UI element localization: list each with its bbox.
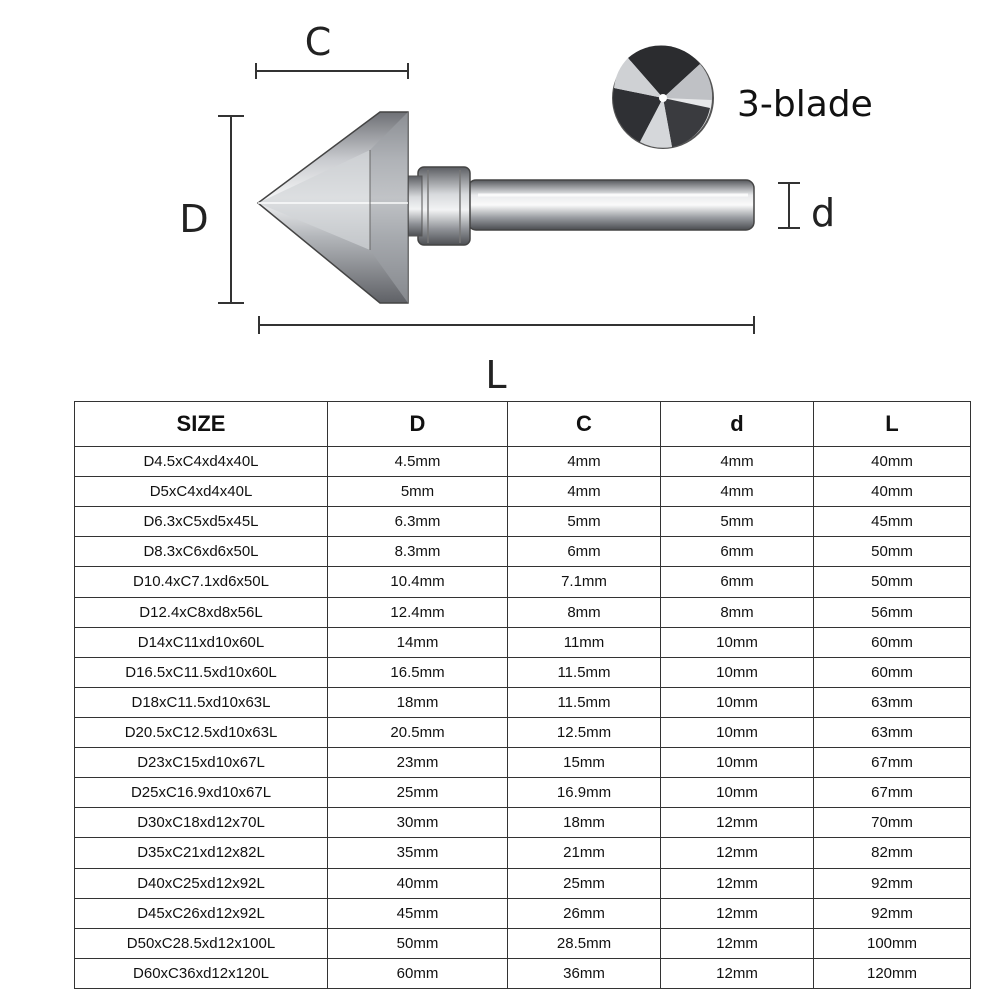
table-row (75, 477, 971, 507)
cell-c: 21mm (508, 838, 661, 868)
cell-d-minor: 12mm (661, 868, 814, 898)
table-row (75, 627, 971, 657)
cell-d-minor: 10mm (661, 778, 814, 808)
header-d-minor: d (661, 402, 814, 447)
cell-size: D10.4xC7.1xd6x50L (75, 567, 328, 597)
cell-l: 67mm (814, 748, 971, 778)
header-size: SIZE (75, 402, 328, 447)
dimension-d-major (179, 116, 244, 303)
cell-c: 7.1mm (508, 567, 661, 597)
cell-d-minor: 12mm (661, 838, 814, 868)
cell-d-major: 4.5mm (328, 447, 508, 477)
cell-size: D60xC36xd12x120L (75, 958, 328, 988)
cell-size: D25xC16.9xd10x67L (75, 778, 328, 808)
cell-l: 60mm (814, 627, 971, 657)
cell-d-major: 18mm (328, 687, 508, 717)
cell-d-major: 23mm (328, 748, 508, 778)
cell-d-major: 40mm (328, 868, 508, 898)
cell-d-minor: 12mm (661, 808, 814, 838)
cell-size: D8.3xC6xd6x50L (75, 537, 328, 567)
cell-d-minor: 10mm (661, 748, 814, 778)
cell-c: 11mm (508, 627, 661, 657)
cell-d-minor: 8mm (661, 597, 814, 627)
table-row (75, 537, 971, 567)
cell-d-major: 8.3mm (328, 537, 508, 567)
dimension-d-minor (778, 183, 835, 235)
cell-c: 5mm (508, 507, 661, 537)
table-row (75, 838, 971, 868)
cell-c: 6mm (508, 537, 661, 567)
table-row (75, 567, 971, 597)
cell-d-minor: 12mm (661, 898, 814, 928)
table-row (75, 778, 971, 808)
table-row (75, 898, 971, 928)
table-row (75, 687, 971, 717)
three-flute-cross-section-icon (613, 45, 713, 148)
cell-l: 67mm (814, 778, 971, 808)
cell-l: 82mm (814, 838, 971, 868)
cell-c: 16.9mm (508, 778, 661, 808)
cell-d-minor: 6mm (661, 567, 814, 597)
cell-size: D16.5xC11.5xd10x60L (75, 657, 328, 687)
dimension-d-major-label: D (179, 197, 209, 241)
cell-d-major: 10.4mm (328, 567, 508, 597)
table-row (75, 808, 971, 838)
countersink-diagram (0, 0, 1000, 400)
cell-d-major: 6.3mm (328, 507, 508, 537)
cell-size: D18xC11.5xd10x63L (75, 687, 328, 717)
cell-d-major: 60mm (328, 958, 508, 988)
dimension-l (259, 316, 754, 397)
cell-size: D12.4xC8xd8x56L (75, 597, 328, 627)
table-row (75, 748, 971, 778)
cell-l: 63mm (814, 717, 971, 747)
cell-size: D20.5xC12.5xd10x63L (75, 717, 328, 747)
table-row (75, 868, 971, 898)
cell-size: D50xC28.5xd12x100L (75, 928, 328, 958)
table-row (75, 717, 971, 747)
cell-size: D4.5xC4xd4x40L (75, 447, 328, 477)
cell-l: 56mm (814, 597, 971, 627)
dimension-l-label: L (485, 353, 507, 397)
size-spec-table (74, 401, 971, 989)
table-row (75, 657, 971, 687)
cell-d-major: 35mm (328, 838, 508, 868)
cell-l: 63mm (814, 687, 971, 717)
cell-l: 50mm (814, 537, 971, 567)
cell-l: 50mm (814, 567, 971, 597)
cell-c: 18mm (508, 808, 661, 838)
dimension-c (256, 20, 408, 79)
table-header-row (75, 402, 971, 447)
cell-d-major: 20.5mm (328, 717, 508, 747)
cell-l: 40mm (814, 447, 971, 477)
cell-size: D40xC25xd12x92L (75, 868, 328, 898)
cell-d-major: 12.4mm (328, 597, 508, 627)
cell-l: 60mm (814, 657, 971, 687)
cell-d-minor: 10mm (661, 627, 814, 657)
cell-l: 100mm (814, 928, 971, 958)
cell-c: 4mm (508, 477, 661, 507)
table-row (75, 597, 971, 627)
table-row (75, 928, 971, 958)
cell-d-minor: 10mm (661, 717, 814, 747)
cell-l: 92mm (814, 898, 971, 928)
cell-l: 70mm (814, 808, 971, 838)
cell-size: D30xC18xd12x70L (75, 808, 328, 838)
cell-c: 11.5mm (508, 657, 661, 687)
cell-d-minor: 4mm (661, 477, 814, 507)
cell-d-major: 45mm (328, 898, 508, 928)
cell-d-minor: 4mm (661, 447, 814, 477)
cell-d-minor: 5mm (661, 507, 814, 537)
cell-d-minor: 12mm (661, 958, 814, 988)
table-row (75, 447, 971, 477)
cell-size: D23xC15xd10x67L (75, 748, 328, 778)
cell-l: 45mm (814, 507, 971, 537)
cell-d-minor: 12mm (661, 928, 814, 958)
cell-d-minor: 10mm (661, 687, 814, 717)
cell-d-major: 30mm (328, 808, 508, 838)
cell-size: D35xC21xd12x82L (75, 838, 328, 868)
cell-d-major: 16.5mm (328, 657, 508, 687)
cell-size: D45xC26xd12x92L (75, 898, 328, 928)
cell-c: 8mm (508, 597, 661, 627)
cell-d-major: 25mm (328, 778, 508, 808)
cell-c: 28.5mm (508, 928, 661, 958)
header-c: C (508, 402, 661, 447)
cell-d-minor: 6mm (661, 537, 814, 567)
cell-c: 11.5mm (508, 687, 661, 717)
cell-c: 25mm (508, 868, 661, 898)
cell-d-major: 5mm (328, 477, 508, 507)
cell-c: 4mm (508, 447, 661, 477)
cell-l: 40mm (814, 477, 971, 507)
cell-c: 12.5mm (508, 717, 661, 747)
table-row (75, 507, 971, 537)
table-body (75, 447, 971, 989)
cell-d-minor: 10mm (661, 657, 814, 687)
header-l: L (814, 402, 971, 447)
cell-l: 120mm (814, 958, 971, 988)
cell-c: 36mm (508, 958, 661, 988)
cell-l: 92mm (814, 868, 971, 898)
cell-c: 15mm (508, 748, 661, 778)
cell-d-major: 50mm (328, 928, 508, 958)
cell-c: 26mm (508, 898, 661, 928)
table-row (75, 958, 971, 988)
dimension-d-minor-label: d (810, 191, 836, 235)
cell-size: D6.3xC5xd5x45L (75, 507, 328, 537)
dimension-c-label: C (304, 20, 332, 64)
cell-size: D14xC11xd10x60L (75, 627, 328, 657)
three-blade-label: 3-blade (737, 84, 873, 125)
header-d-major: D (328, 402, 508, 447)
cell-d-major: 14mm (328, 627, 508, 657)
cell-size: D5xC4xd4x40L (75, 477, 328, 507)
